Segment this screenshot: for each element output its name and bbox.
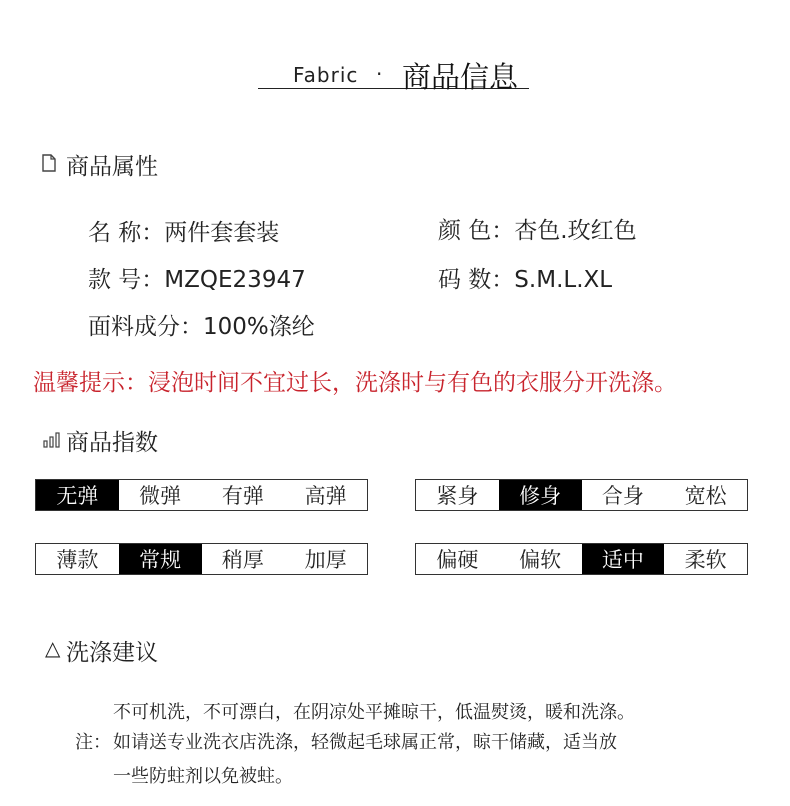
attributes-title: 商品属性: [66, 154, 158, 180]
attr-size: 码 数：S.M.L.XL: [438, 267, 613, 293]
care-line-3: 一些防蛀剂以免被蛀。: [113, 766, 293, 787]
document-icon: [42, 154, 56, 172]
attr-model: 款 号：MZQE23947: [88, 267, 306, 293]
softness-scale: [415, 543, 748, 575]
elasticity-option: 无弹: [36, 480, 119, 510]
bar-chart-icon: [43, 432, 61, 448]
fit-option: 宽松: [684, 484, 727, 508]
fit-scale: [415, 479, 748, 511]
thickness-option: 常规: [119, 544, 202, 574]
header-title: 商品信息: [402, 60, 519, 94]
attr-name: 名 称：两件套套装: [88, 220, 280, 246]
elasticity-option: 有弹: [221, 484, 264, 508]
elasticity-scale: [35, 479, 368, 511]
thickness-option: 加厚: [304, 548, 347, 572]
softness-option: 偏硬: [436, 548, 479, 572]
care-note-label: 注：: [75, 732, 111, 753]
fit-option: 修身: [499, 480, 582, 510]
index-title: 商品指数: [66, 430, 158, 456]
header-english: Fabric: [293, 63, 359, 87]
elasticity-option: 微弹: [139, 484, 182, 508]
attr-fabric: 面料成分：100%涤纶: [88, 314, 315, 340]
thickness-scale: [35, 543, 368, 575]
softness-option: 柔软: [684, 548, 727, 572]
elasticity-option: 高弹: [304, 484, 347, 508]
care-line-2: 如请送专业洗衣店洗涤，轻微起毛球属正常，晾干储藏，适当放: [113, 732, 617, 753]
thickness-option: 稍厚: [221, 548, 264, 572]
care-title: 洗涤建议: [66, 640, 158, 666]
thickness-option: 薄款: [56, 548, 99, 572]
care-line-1: 不可机洗，不可漂白，在阴凉处平摊晾干，低温熨烫，暖和洗涤。: [113, 702, 635, 723]
triangle-icon: △: [45, 636, 61, 660]
header-dot: ·: [376, 62, 383, 86]
softness-option: 偏软: [519, 548, 562, 572]
attr-color: 颜 色：杏色.玫红色: [438, 218, 637, 244]
fit-option: 合身: [601, 484, 644, 508]
softness-option: 适中: [582, 544, 665, 574]
fit-option: 紧身: [436, 484, 479, 508]
warning-text: 温馨提示：浸泡时间不宜过长，洗涤时与有色的衣服分开洗涤。: [33, 370, 677, 396]
